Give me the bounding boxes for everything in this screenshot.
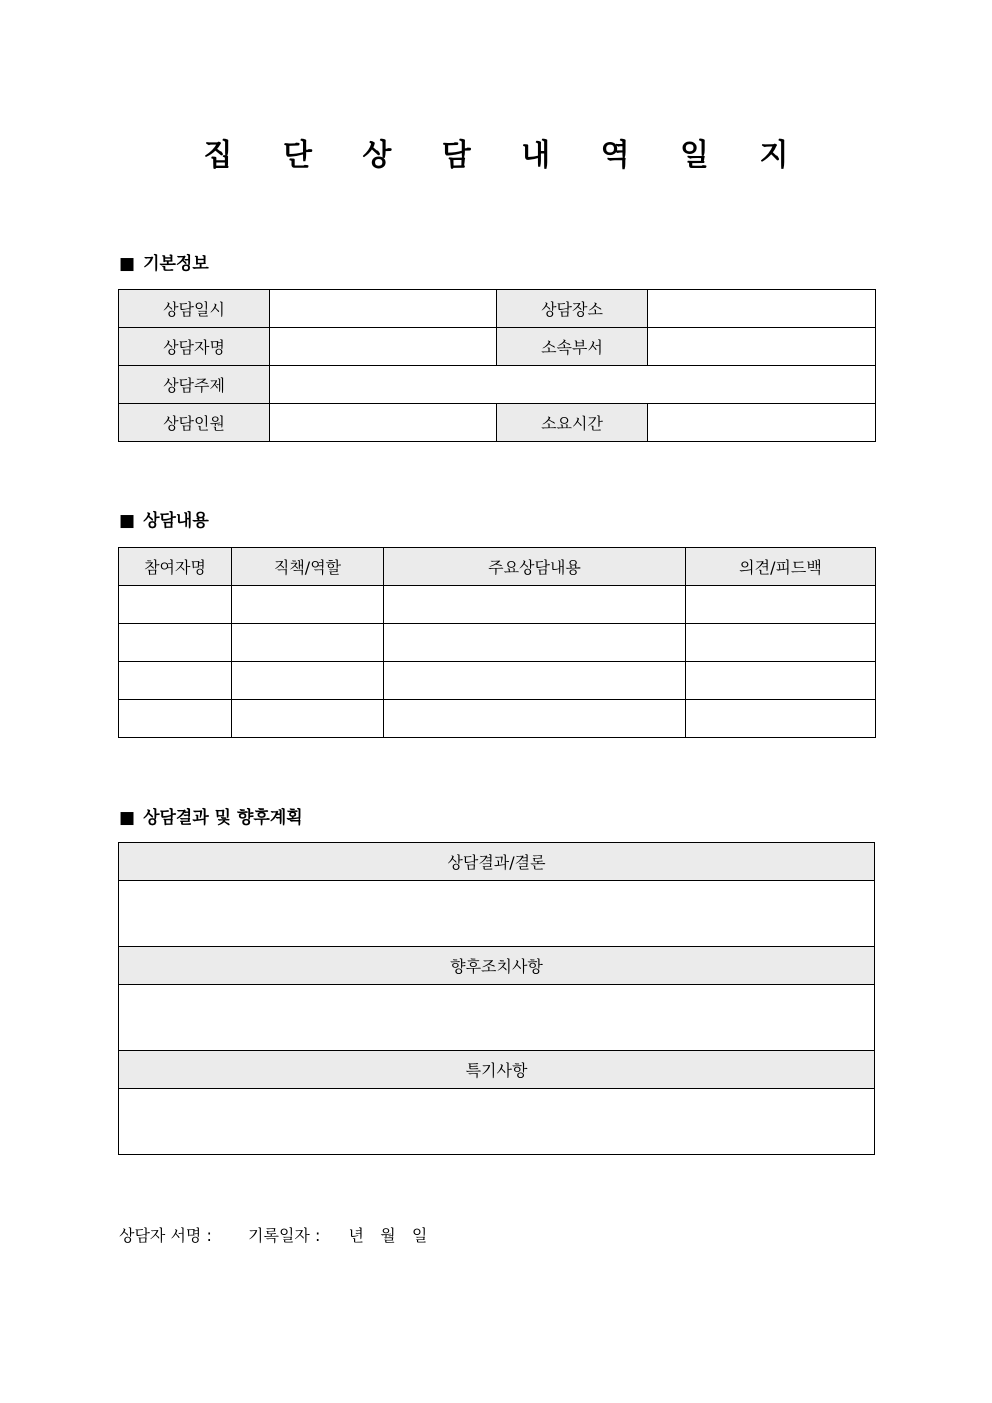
square-bullet-icon: ■ xyxy=(119,808,136,828)
participant-cell[interactable] xyxy=(119,700,232,738)
table-row xyxy=(119,881,875,947)
square-bullet-icon: ■ xyxy=(119,511,136,531)
column-header-feedback: 의견/피드백 xyxy=(686,548,876,586)
participant-cell[interactable] xyxy=(119,586,232,624)
month-label: 월 xyxy=(380,1226,396,1245)
table-header-row xyxy=(119,947,875,985)
result-conclusion-field[interactable] xyxy=(119,881,875,947)
table-row xyxy=(119,586,876,624)
counselor-field[interactable] xyxy=(270,328,497,366)
section-title: 기본정보 xyxy=(143,254,209,274)
table-header-row xyxy=(119,1051,875,1089)
main-content-cell[interactable] xyxy=(384,586,686,624)
column-header-main-content: 주요상담내용 xyxy=(384,548,686,586)
duration-label: 소요시간 xyxy=(497,404,648,442)
result-plan-table xyxy=(118,842,875,1155)
date-field[interactable] xyxy=(270,290,497,328)
role-cell[interactable] xyxy=(232,662,384,700)
signature-label: 상담자 서명 : xyxy=(119,1226,212,1245)
follow-up-actions-label: 향후조치사항 xyxy=(119,947,875,985)
page-title: 집 단 상 담 내 역 일 지 xyxy=(203,138,809,173)
square-bullet-icon: ■ xyxy=(119,254,136,274)
main-content-cell[interactable] xyxy=(384,700,686,738)
topic-field[interactable] xyxy=(270,366,876,404)
table-row xyxy=(119,1089,875,1155)
feedback-cell[interactable] xyxy=(686,700,876,738)
table-row xyxy=(119,624,876,662)
topic-label: 상담주제 xyxy=(119,366,270,404)
column-header-participant: 참여자명 xyxy=(119,548,232,586)
feedback-cell[interactable] xyxy=(686,624,876,662)
main-content-cell[interactable] xyxy=(384,624,686,662)
feedback-cell[interactable] xyxy=(686,662,876,700)
table-row xyxy=(119,404,876,442)
table-header-row xyxy=(119,843,875,881)
basic-info-table xyxy=(118,289,876,442)
role-cell[interactable] xyxy=(232,624,384,662)
participant-cell[interactable] xyxy=(119,662,232,700)
follow-up-actions-field[interactable] xyxy=(119,985,875,1051)
section-title: 상담결과 및 향후계획 xyxy=(143,808,303,828)
table-row xyxy=(119,290,876,328)
record-date-label: 기록일자 : xyxy=(248,1226,321,1245)
participants-field[interactable] xyxy=(270,404,497,442)
result-conclusion-label: 상담결과/결론 xyxy=(119,843,875,881)
feedback-cell[interactable] xyxy=(686,586,876,624)
place-label: 상담장소 xyxy=(497,290,648,328)
participants-label: 상담인원 xyxy=(119,404,270,442)
table-row xyxy=(119,366,876,404)
section-title: 상담내용 xyxy=(143,511,209,531)
table-row xyxy=(119,700,876,738)
main-content-cell[interactable] xyxy=(384,662,686,700)
counseling-content-table xyxy=(118,547,876,738)
date-label: 상담일시 xyxy=(119,290,270,328)
section-heading-result-plan xyxy=(119,806,303,830)
table-header-row xyxy=(119,548,876,586)
table-row xyxy=(119,328,876,366)
participant-cell[interactable] xyxy=(119,624,232,662)
section-heading-basic-info xyxy=(119,252,209,276)
section-heading-content xyxy=(119,509,209,533)
role-cell[interactable] xyxy=(232,586,384,624)
role-cell[interactable] xyxy=(232,700,384,738)
column-header-role: 직책/역할 xyxy=(232,548,384,586)
place-field[interactable] xyxy=(648,290,876,328)
year-label: 년 xyxy=(348,1226,364,1245)
department-field[interactable] xyxy=(648,328,876,366)
day-label: 일 xyxy=(411,1226,428,1245)
duration-field[interactable] xyxy=(648,404,876,442)
table-row xyxy=(119,985,875,1051)
special-notes-field[interactable] xyxy=(119,1089,875,1155)
counselor-label: 상담자명 xyxy=(119,328,270,366)
special-notes-label: 특기사항 xyxy=(119,1051,875,1089)
department-label: 소속부서 xyxy=(497,328,648,366)
signature-footer xyxy=(119,1224,427,1248)
table-row xyxy=(119,662,876,700)
